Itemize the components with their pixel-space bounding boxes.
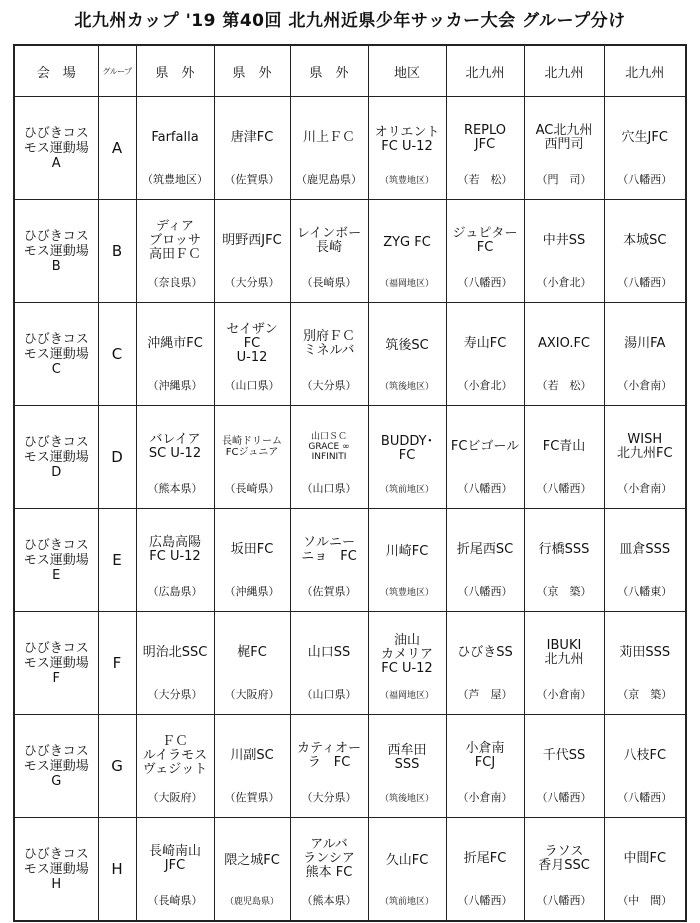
team-region: （小倉南）	[617, 482, 673, 495]
team-region: （八幡西）	[457, 276, 513, 289]
team-cell	[524, 509, 604, 612]
team-name: BUDDY･ FC	[380, 433, 434, 463]
team-name: 山口SS	[307, 645, 351, 660]
team-name: ひびきSS	[457, 645, 513, 660]
team-cell	[290, 818, 368, 922]
team-cell	[446, 818, 524, 922]
venue-cell: ひびきコス モス運動場 A	[14, 97, 98, 200]
team-region: （中 間）	[617, 894, 673, 907]
group-row	[14, 200, 686, 303]
team-cell	[136, 715, 214, 818]
team-cell	[290, 509, 368, 612]
team-region: （鹿児島県）	[296, 173, 362, 186]
team-cell	[524, 200, 604, 303]
team-cell	[214, 303, 290, 406]
group-row	[14, 818, 686, 922]
team-cell	[446, 200, 524, 303]
team-name: 中間FC	[623, 851, 667, 866]
team-name: 川上ＦＣ	[302, 130, 355, 145]
team-cell	[524, 406, 604, 509]
team-region: （福岡地区）	[379, 278, 434, 289]
team-region: （筑豊地区）	[379, 587, 434, 598]
team-region: （京 築）	[536, 585, 592, 598]
team-region: （京 築）	[617, 688, 673, 701]
group-row	[14, 715, 686, 818]
team-name: 苅田SSS	[619, 645, 671, 660]
team-cell	[524, 303, 604, 406]
group-letter: H	[98, 818, 136, 922]
team-region: （筑豊地区）	[379, 175, 434, 186]
team-region: （八幡西）	[457, 585, 513, 598]
team-region: （大分県）	[301, 791, 357, 804]
team-cell	[524, 715, 604, 818]
team-region: （八幡西）	[457, 894, 513, 907]
team-cell	[290, 97, 368, 200]
team-region: （八幡西）	[536, 791, 592, 804]
team-name: ラソス 香月SSC	[538, 844, 590, 873]
team-region: （大分県）	[301, 379, 357, 392]
team-cell	[524, 612, 604, 715]
team-name: 坂田FC	[230, 542, 274, 557]
team-region: （筑後地区）	[379, 793, 434, 804]
team-cell	[290, 612, 368, 715]
team-region: （熊本県）	[301, 894, 357, 907]
team-name: FC青山	[542, 439, 586, 454]
team-name: 行橋SSS	[538, 542, 590, 557]
group-letter: A	[98, 97, 136, 200]
header-kitakyushu-3: 北九州	[604, 45, 686, 97]
group-letter: D	[98, 406, 136, 509]
team-name: REPLO JFC	[463, 123, 507, 152]
header-kitakyushu-1: 北九州	[446, 45, 524, 97]
header-venue: 会 場	[14, 45, 98, 97]
team-cell	[524, 818, 604, 922]
team-region: （福岡地区）	[379, 690, 434, 701]
group-letter: F	[98, 612, 136, 715]
team-cell	[136, 818, 214, 922]
team-region: （沖縄県）	[224, 585, 280, 598]
team-region: （長崎県）	[301, 276, 357, 289]
team-name: 久山FC	[385, 852, 429, 868]
team-cell	[290, 303, 368, 406]
team-name: レインボー 長崎	[296, 226, 362, 255]
team-name: バレイア SC U-12	[148, 432, 202, 461]
team-name: 沖縄市FC	[147, 336, 203, 351]
group-row	[14, 406, 686, 509]
team-cell	[214, 200, 290, 303]
group-letter: B	[98, 200, 136, 303]
team-region: （八幡西）	[457, 482, 513, 495]
team-name: セイザン FC U-12	[226, 322, 278, 365]
header-outside-2: 県 外	[214, 45, 290, 97]
team-region: （小倉北）	[536, 276, 592, 289]
team-name: 長崎南山 JFC	[148, 844, 201, 873]
group-table	[13, 44, 687, 922]
team-region: （筑前地区）	[379, 896, 434, 907]
team-cell	[604, 97, 686, 200]
team-name: 隈之城FC	[224, 852, 280, 868]
team-name: 明治北SSC	[142, 645, 208, 660]
team-region: （芦 屋）	[457, 688, 513, 701]
group-letter: E	[98, 509, 136, 612]
team-name: カティオー ラ FC	[297, 741, 361, 770]
team-cell	[368, 818, 446, 922]
group-row	[14, 612, 686, 715]
team-cell	[136, 612, 214, 715]
team-name: 西牟田 SSS	[387, 742, 427, 772]
header-row	[14, 45, 686, 97]
header-district: 地区	[368, 45, 446, 97]
team-region: （八幡西）	[536, 482, 592, 495]
team-name: 湯川FA	[624, 336, 666, 351]
team-name: 小倉南 FCJ	[465, 741, 505, 770]
venue-cell: ひびきコス モス運動場 E	[14, 509, 98, 612]
team-cell	[446, 612, 524, 715]
page-title: 北九州カップ '19 第40回 北九州近県少年サッカー大会 グループ分け	[74, 11, 626, 31]
team-region: （筑豊地区）	[142, 173, 208, 186]
team-name: 中井SS	[542, 233, 586, 248]
team-cell	[604, 406, 686, 509]
team-name: ソルニー ニョ FC	[301, 535, 357, 564]
team-region: （八幡西）	[617, 791, 673, 804]
group-letter: G	[98, 715, 136, 818]
team-name: 別府ＦＣ ミネルバ	[302, 329, 355, 358]
team-cell	[524, 97, 604, 200]
team-region: （筑後地区）	[379, 381, 434, 392]
team-cell	[136, 406, 214, 509]
team-region: （広島県）	[147, 585, 203, 598]
header-outside-3: 県 外	[290, 45, 368, 97]
team-region: （大分県）	[224, 276, 280, 289]
team-cell	[604, 303, 686, 406]
team-region: （八幡西）	[617, 276, 673, 289]
team-cell	[214, 97, 290, 200]
team-name: 長崎ドリーム FCジュニア	[222, 436, 282, 458]
team-region: （大阪府）	[224, 688, 280, 701]
header-group: グループ	[98, 45, 136, 97]
team-region: （八幡西）	[536, 894, 592, 907]
team-region: （若 松）	[457, 173, 513, 186]
team-region: （沖縄県）	[147, 379, 203, 392]
team-cell	[604, 509, 686, 612]
team-name: 千代SS	[542, 748, 586, 763]
group-letter: C	[98, 303, 136, 406]
team-name: オリエント FC U-12	[374, 124, 440, 154]
team-name: 唐津FC	[230, 130, 274, 145]
team-name: 山口ＳＣ GRACE ∞ INFINITI	[308, 432, 350, 462]
venue-cell: ひびきコス モス運動場 C	[14, 303, 98, 406]
team-name: ZYG FC	[383, 234, 431, 250]
team-cell	[446, 406, 524, 509]
team-name: 川副SC	[230, 748, 274, 763]
team-name: ＦＣ ルイラモス ヴェジット	[142, 734, 208, 777]
group-row	[14, 509, 686, 612]
team-region: （八幡東）	[617, 585, 673, 598]
team-name: 筑後SC	[385, 337, 429, 353]
team-region: （山口県）	[301, 688, 357, 701]
header-kitakyushu-2: 北九州	[524, 45, 604, 97]
team-name: 折尾西SC	[456, 542, 514, 557]
venue-cell: ひびきコス モス運動場 B	[14, 200, 98, 303]
team-name: ジュピター FC	[452, 226, 518, 255]
team-name: 穴生JFC	[621, 130, 668, 145]
team-region: （佐賀県）	[224, 173, 280, 186]
team-cell	[368, 715, 446, 818]
team-cell	[446, 303, 524, 406]
header-outside-1: 県 外	[136, 45, 214, 97]
team-name: アルバ ランシア 熊本 FC	[303, 837, 355, 880]
team-cell	[290, 715, 368, 818]
team-cell	[446, 97, 524, 200]
team-region: （山口県）	[224, 379, 280, 392]
team-region: （小倉北）	[457, 379, 513, 392]
team-region: （山口県）	[301, 482, 357, 495]
team-region: （八幡西）	[617, 173, 673, 186]
team-cell	[368, 303, 446, 406]
group-row	[14, 303, 686, 406]
team-name: IBUKI 北九州	[544, 638, 584, 667]
team-name: 油山 カメリア FC U-12	[380, 632, 433, 676]
team-region: （大阪府）	[147, 791, 203, 804]
team-name: 皿倉SSS	[619, 542, 671, 557]
venue-cell: ひびきコス モス運動場 H	[14, 818, 98, 922]
venue-cell: ひびきコス モス運動場 F	[14, 612, 98, 715]
team-cell	[136, 97, 214, 200]
team-name: 八枝FC	[623, 748, 667, 763]
team-name: WISH 北九州FC	[616, 432, 673, 461]
team-region: （若 松）	[536, 379, 592, 392]
team-name: AC北九州 西門司	[535, 123, 593, 152]
team-cell	[136, 509, 214, 612]
team-cell	[136, 200, 214, 303]
team-cell	[290, 406, 368, 509]
team-region: （長崎県）	[147, 894, 203, 907]
team-region: （熊本県）	[147, 482, 203, 495]
team-cell	[214, 715, 290, 818]
team-cell	[368, 406, 446, 509]
team-cell	[604, 715, 686, 818]
team-region: （大分県）	[147, 688, 203, 701]
team-name: 明野西JFC	[222, 233, 282, 248]
team-name: 梶FC	[237, 645, 267, 660]
venue-cell: ひびきコス モス運動場 D	[14, 406, 98, 509]
team-region: （小倉南）	[457, 791, 513, 804]
team-cell	[446, 715, 524, 818]
team-name: FCビゴール	[450, 439, 520, 454]
team-name: Farfalla	[151, 130, 199, 145]
team-name: AXIO.FC	[537, 336, 591, 351]
team-region: （奈良県）	[147, 276, 203, 289]
team-cell	[136, 303, 214, 406]
team-cell	[368, 200, 446, 303]
team-cell	[214, 406, 290, 509]
team-region: （門 司）	[536, 173, 592, 186]
group-row	[14, 97, 686, 200]
team-cell	[368, 612, 446, 715]
team-cell	[604, 612, 686, 715]
team-region: （長崎県）	[224, 482, 280, 495]
team-region: （佐賀県）	[224, 791, 280, 804]
team-cell	[604, 818, 686, 922]
team-cell	[368, 509, 446, 612]
team-cell	[290, 200, 368, 303]
team-region: （小倉南）	[536, 688, 592, 701]
team-region: （小倉南）	[617, 379, 673, 392]
team-region: （筑前地区）	[379, 484, 434, 495]
team-cell	[214, 509, 290, 612]
team-cell	[604, 200, 686, 303]
team-name: 広島高陽 FC U-12	[148, 535, 201, 564]
team-name: ディア ブロッサ 高田ＦＣ	[148, 219, 201, 262]
team-name: 折尾FC	[463, 851, 507, 866]
venue-cell: ひびきコス モス運動場 G	[14, 715, 98, 818]
team-region: （鹿児島県）	[224, 896, 279, 907]
team-name: 本城SC	[623, 233, 667, 248]
team-cell	[214, 818, 290, 922]
team-name: 寿山FC	[463, 336, 507, 351]
team-cell	[214, 612, 290, 715]
team-cell	[368, 97, 446, 200]
team-region: （佐賀県）	[301, 585, 357, 598]
team-cell	[446, 509, 524, 612]
team-name: 川崎FC	[385, 543, 429, 559]
